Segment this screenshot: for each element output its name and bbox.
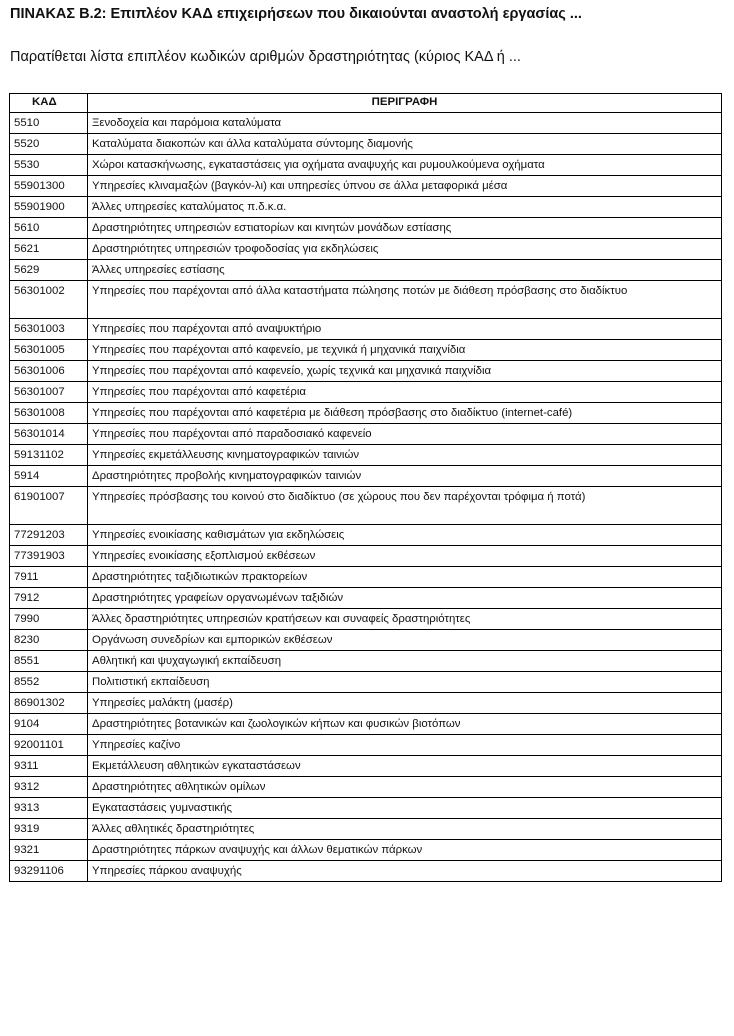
kad-code: 8552 [10,672,88,693]
kad-code: 8551 [10,651,88,672]
table-row [10,714,722,735]
table-row [10,382,722,403]
kad-description: Εγκαταστάσεις γυμναστικής [88,798,722,819]
kad-description: Άλλες αθλητικές δραστηριότητες [88,819,722,840]
table-row [10,281,722,319]
table-row [10,466,722,487]
table-row [10,361,722,382]
table-row [10,798,722,819]
kad-description: Καταλύματα διακοπών και άλλα καταλύματα σύντομης διαμονής [88,134,722,155]
table-row [10,403,722,424]
kad-description: Υπηρεσίες που παρέχονται από καφετέρια με διάθεση πρόσβασης στο διαδίκτυο (internet-café) [88,403,722,424]
kad-description: Υπηρεσίες εκμετάλλευσης κινηματογραφικών ταινιών [88,445,722,466]
kad-description: Υπηρεσίες που παρέχονται από καφενείο, με τεχνικά ή μηχανικά παιχνίδια [88,340,722,361]
kad-description: Χώροι κατασκήνωσης, εγκαταστάσεις για οχήματα αναψυχής και ρυμουλκούμενα οχήματα [88,155,722,176]
kad-description: Δραστηριότητες ταξιδιωτικών πρακτορείων [88,567,722,588]
kad-code: 59131102 [10,445,88,466]
kad-code: 5530 [10,155,88,176]
kad-description: Υπηρεσίες κλιναμαξών (βαγκόν-λι) και υπηρεσίες ύπνου σε άλλα μεταφορικά μέσα [88,176,722,197]
kad-description: Άλλες υπηρεσίες καταλύματος π.δ.κ.α. [88,197,722,218]
kad-description: Υπηρεσίες που παρέχονται από παραδοσιακό καφενείο [88,424,722,445]
kad-code: 9319 [10,819,88,840]
kad-code: 9313 [10,798,88,819]
kad-code: 56301003 [10,319,88,340]
table-row [10,630,722,651]
table-row [10,546,722,567]
kad-description: Δραστηριότητες βοτανικών και ζωολογικών κήπων και φυσικών βιοτόπων [88,714,722,735]
kad-description: Υπηρεσίες μαλάκτη (μασέρ) [88,693,722,714]
kad-description: Υπηρεσίες καζίνο [88,735,722,756]
kad-description: Οργάνωση συνεδρίων και εμπορικών εκθέσεων [88,630,722,651]
document-title: ΠΙΝΑΚΑΣ Β.2: Επιπλέον ΚΑΔ επιχειρήσεων που δικαιούνται αναστολή εργασίας ... [10,6,582,22]
table-row [10,319,722,340]
kad-description: Υπηρεσίες πρόσβασης του κοινού στο διαδίκτυο (σε χώρους που δεν παρέχονται τρόφιμα ή ποτά) [88,487,722,525]
table-row [10,218,722,239]
table-row [10,340,722,361]
kad-description: Δραστηριότητες αθλητικών ομίλων [88,777,722,798]
table-row [10,487,722,525]
table-row [10,777,722,798]
kad-code: 5520 [10,134,88,155]
kad-code: 61901007 [10,487,88,525]
kad-description: Άλλες υπηρεσίες εστίασης [88,260,722,281]
table-row [10,609,722,630]
table-row [10,819,722,840]
table-row [10,735,722,756]
kad-code: 56301002 [10,281,88,319]
kad-description: Υπηρεσίες πάρκου αναψυχής [88,861,722,882]
kad-code: 9104 [10,714,88,735]
table-row [10,134,722,155]
table-row [10,588,722,609]
kad-description: Υπηρεσίες ενοικίασης εξοπλισμού εκθέσεων [88,546,722,567]
table-row [10,525,722,546]
table-row [10,840,722,861]
document-subtitle: Παρατίθεται λίστα επιπλέον κωδικών αριθμών δραστηριότητας (κύριος ΚΑΔ ή ... [10,49,521,65]
kad-code: 55901300 [10,176,88,197]
kad-description: Υπηρεσίες που παρέχονται από αναψυκτήριο [88,319,722,340]
kad-description: Δραστηριότητες πάρκων αναψυχής και άλλων θεματικών πάρκων [88,840,722,861]
kad-description: Αθλητική και ψυχαγωγική εκπαίδευση [88,651,722,672]
table-header-row [10,94,722,113]
table-row [10,567,722,588]
kad-code: 9312 [10,777,88,798]
kad-description: Εκμετάλλευση αθλητικών εγκαταστάσεων [88,756,722,777]
kad-code: 86901302 [10,693,88,714]
table-row [10,239,722,260]
kad-description: Υπηρεσίες που παρέχονται από καφενείο, χωρίς τεχνικά και μηχανικά παιχνίδια [88,361,722,382]
kad-code: 77391903 [10,546,88,567]
kad-code: 56301007 [10,382,88,403]
kad-description: Δραστηριότητες υπηρεσιών εστιατορίων και κινητών μονάδων εστίασης [88,218,722,239]
table-row [10,197,722,218]
header-kad: ΚΑΔ [10,94,88,113]
table-row [10,672,722,693]
kad-description: Άλλες δραστηριότητες υπηρεσιών κρατήσεων και συναφείς δραστηριότητες [88,609,722,630]
kad-code: 7911 [10,567,88,588]
kad-code: 5621 [10,239,88,260]
kad-code: 56301008 [10,403,88,424]
kad-code: 92001101 [10,735,88,756]
table-row [10,445,722,466]
kad-description: Υπηρεσίες που παρέχονται από άλλα καταστήματα πώλησης ποτών με διάθεση πρόσβασης στο διαδίκτυο [88,281,722,319]
table-row [10,424,722,445]
header-description: ΠΕΡΙΓΡΑΦΗ [88,94,722,113]
kad-code: 56301006 [10,361,88,382]
kad-description: Δραστηριότητες γραφείων οργανωμένων ταξιδιών [88,588,722,609]
kad-code: 5629 [10,260,88,281]
table-row [10,155,722,176]
kad-code: 93291106 [10,861,88,882]
kad-code: 9311 [10,756,88,777]
kad-code: 8230 [10,630,88,651]
table-row [10,861,722,882]
kad-description: Δραστηριότητες προβολής κινηματογραφικών ταινιών [88,466,722,487]
kad-table [9,93,722,882]
table-row [10,260,722,281]
kad-code: 55901900 [10,197,88,218]
kad-description: Υπηρεσίες που παρέχονται από καφετέρια [88,382,722,403]
kad-code: 77291203 [10,525,88,546]
table-body [10,113,722,882]
kad-code: 5510 [10,113,88,134]
kad-code: 56301014 [10,424,88,445]
kad-code: 7990 [10,609,88,630]
kad-code: 7912 [10,588,88,609]
kad-code: 9321 [10,840,88,861]
table-row [10,113,722,134]
table-row [10,693,722,714]
table-row [10,651,722,672]
kad-code: 5914 [10,466,88,487]
kad-description: Υπηρεσίες ενοικίασης καθισμάτων για εκδηλώσεις [88,525,722,546]
kad-description: Ξενοδοχεία και παρόμοια καταλύματα [88,113,722,134]
table-row [10,756,722,777]
kad-code: 56301005 [10,340,88,361]
kad-description: Δραστηριότητες υπηρεσιών τροφοδοσίας για εκδηλώσεις [88,239,722,260]
table-row [10,176,722,197]
kad-description: Πολιτιστική εκπαίδευση [88,672,722,693]
kad-code: 5610 [10,218,88,239]
